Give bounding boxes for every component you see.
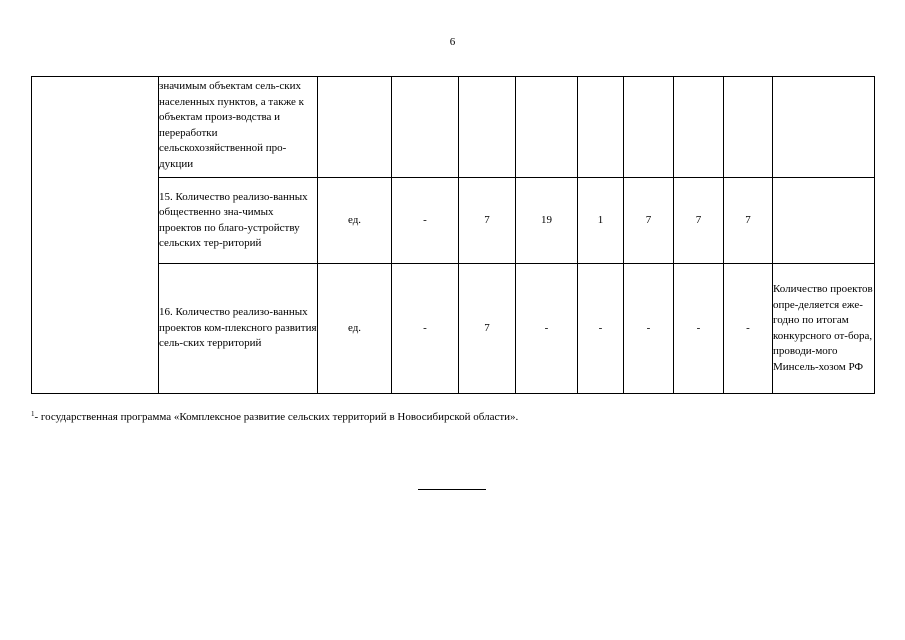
note-cell xyxy=(773,77,875,178)
value-cell: - xyxy=(392,264,459,394)
table-row xyxy=(32,264,875,394)
value-cell xyxy=(624,77,674,178)
value-cell: - xyxy=(578,264,624,394)
unit-cell xyxy=(318,77,392,178)
value-cell: 1 xyxy=(578,178,624,264)
indicator-name: 15. Количество реализо-ванных общественно зна-чимых проектов по благо-устройству сельских тер-риторий xyxy=(159,178,318,264)
indicator-name: значимым объектам сель-ских населенных пунктов, а также к объектам произ-водства и переработки сельскохозяйственной про-дукции xyxy=(159,77,318,178)
value-cell: 7 xyxy=(459,178,516,264)
value-cell: - xyxy=(516,264,578,394)
value-cell: - xyxy=(674,264,724,394)
value-cell: - xyxy=(624,264,674,394)
value-cell xyxy=(674,77,724,178)
value-cell xyxy=(578,77,624,178)
value-cell xyxy=(516,77,578,178)
footnote-text: - государственная программа «Комплексное развитие сельских территорий в Новосибирской области». xyxy=(34,411,519,423)
end-rule xyxy=(418,489,486,490)
table-row xyxy=(32,77,875,178)
value-cell: 7 xyxy=(459,264,516,394)
note-cell: Количество проектов опре-деляется еже-годно по итогам конкурсного от-бора, проводи-мого Минсель-хозом РФ xyxy=(773,264,875,394)
unit-cell: ед. xyxy=(318,264,392,394)
program-cell xyxy=(32,77,159,394)
value-cell xyxy=(459,77,516,178)
indicator-name: 16. Количество реализо-ванных проектов ком-плексного развития сель-ских территорий xyxy=(159,264,318,394)
page-number: 6 xyxy=(449,36,456,48)
table-row xyxy=(32,178,875,264)
value-cell xyxy=(724,77,773,178)
footnote xyxy=(31,410,518,423)
value-cell: 7 xyxy=(624,178,674,264)
value-cell: 7 xyxy=(724,178,773,264)
value-cell: 7 xyxy=(674,178,724,264)
unit-cell: ед. xyxy=(318,178,392,264)
indicators-table xyxy=(31,76,875,394)
footnote-marker: 1 xyxy=(31,410,35,418)
note-cell xyxy=(773,178,875,264)
value-cell: - xyxy=(724,264,773,394)
value-cell: 19 xyxy=(516,178,578,264)
value-cell: - xyxy=(392,178,459,264)
value-cell xyxy=(392,77,459,178)
